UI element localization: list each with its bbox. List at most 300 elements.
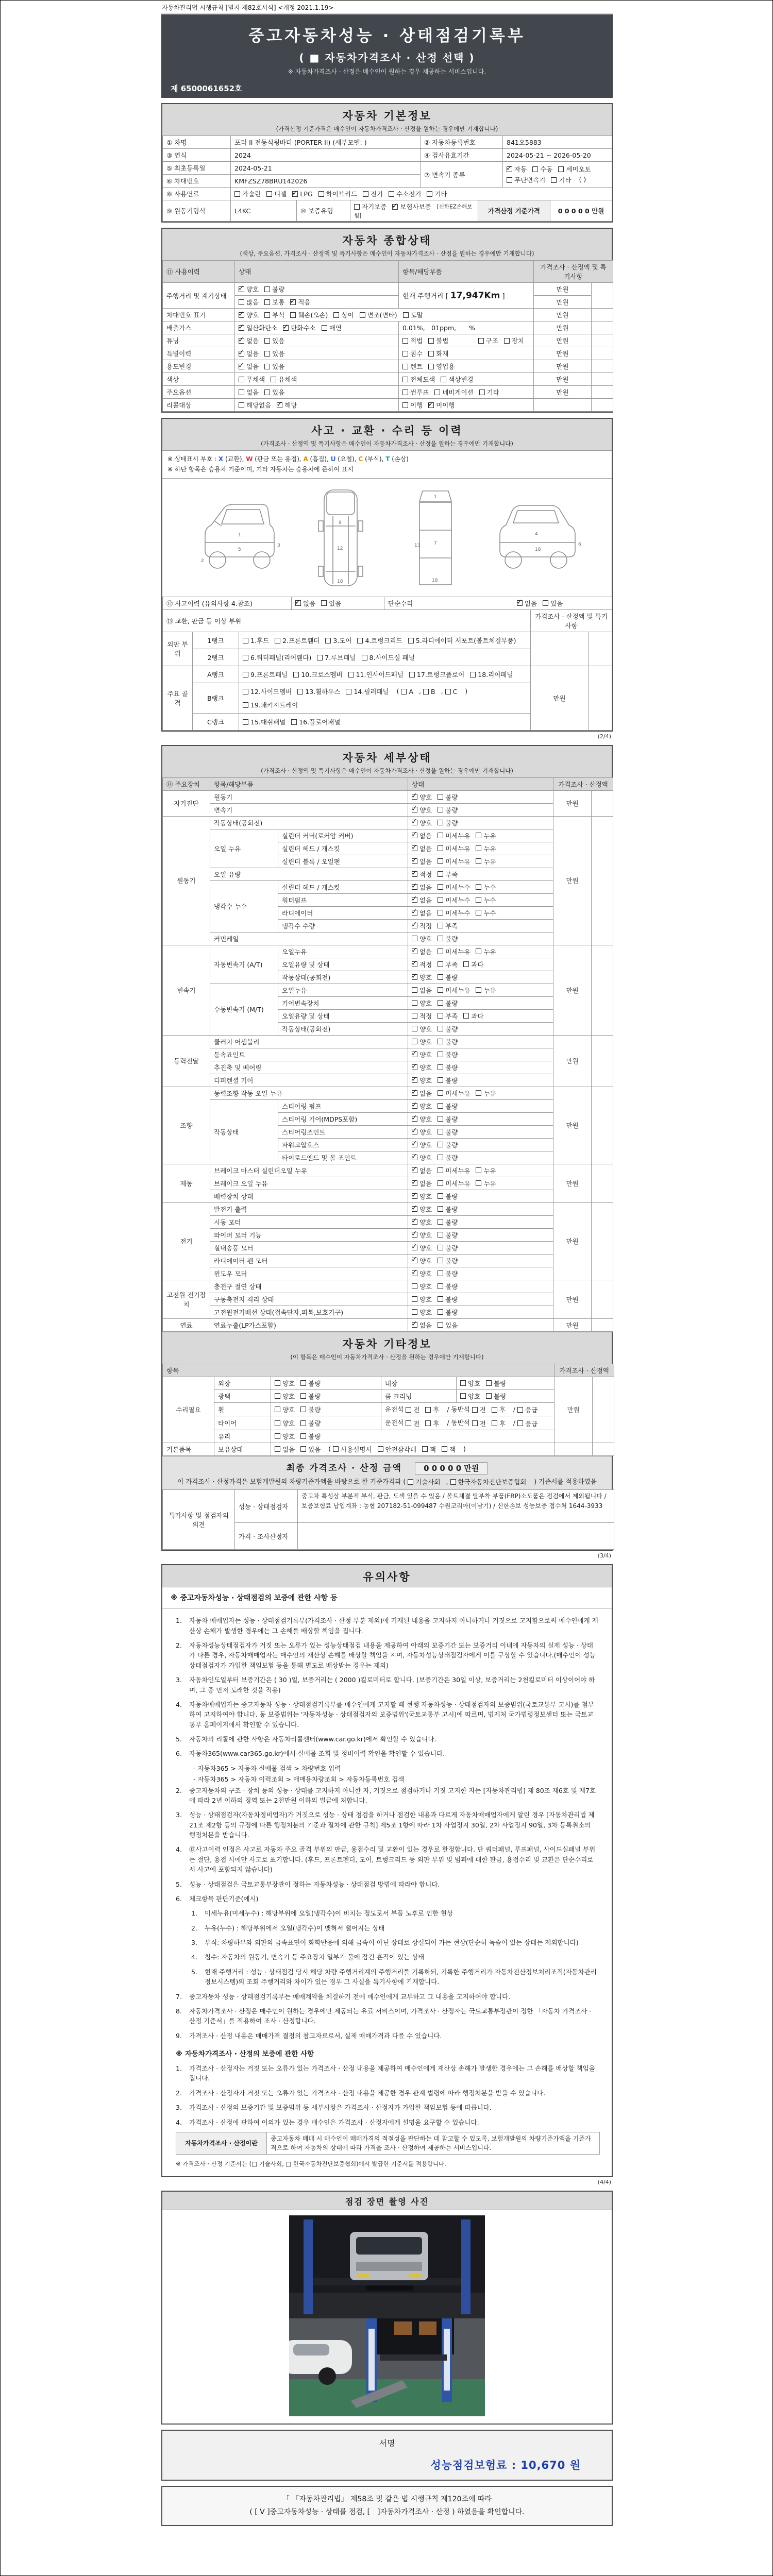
checkbox-부족[interactable]: 부족 (438, 921, 458, 930)
cell (271, 1389, 381, 1402)
car-top-chassis-diagram (301, 485, 378, 590)
cell (408, 829, 553, 842)
checkbox-양호[interactable]: ✓ 양호 (412, 818, 432, 827)
checkbox-없음[interactable]: ✓ 없음 (412, 831, 432, 840)
checkbox-부족[interactable]: 부족 (438, 960, 458, 969)
checkbox-양호[interactable]: 양호 (412, 1295, 432, 1304)
cell (235, 283, 399, 296)
checkbox-양호[interactable]: 양호 (275, 1405, 295, 1414)
checkbox-누수[interactable]: 누수 (476, 895, 496, 905)
checkbox-자동[interactable]: ✓ 자동 (507, 164, 527, 174)
checkbox-기타[interactable]: 기타 (479, 387, 499, 397)
cell (408, 1061, 553, 1074)
checkbox-불량[interactable]: 불량 (438, 1050, 458, 1059)
checkbox-불량[interactable]: 불량 (300, 1379, 321, 1388)
checkbox-매연[interactable]: 매연 (322, 323, 342, 332)
checkbox-많음[interactable]: 많음 (239, 297, 259, 307)
checkbox-9.프론트패널[interactable]: 9.프론트패널 (243, 668, 288, 681)
checkbox-세미오토[interactable]: 세미오토 (558, 164, 591, 174)
cell (408, 1074, 553, 1087)
checkbox-없음[interactable]: ✓ 없음 (517, 599, 537, 608)
checkbox-누유[interactable]: 누유 (476, 1179, 496, 1188)
notice-item: 1. 미세누유(미세누수) : 해당부위에 오일(냉각수)이 비치는 정도로서 부품 노후로 인한 현상 (191, 1909, 453, 1918)
checkbox-없음[interactable]: ✓ 없음 (412, 947, 432, 956)
checkbox-불량[interactable]: 불량 (438, 1114, 458, 1124)
checkbox-누유[interactable]: 누유 (476, 947, 496, 956)
checkbox-불량[interactable]: 불량 (438, 1230, 458, 1240)
checkbox-누유[interactable]: 누유 (476, 986, 496, 995)
checkbox-4.트렁크리드[interactable]: 4.트렁크리드 (357, 634, 402, 647)
cell (271, 1416, 381, 1430)
checkbox-누유[interactable]: 누유 (476, 857, 496, 866)
item-label: 연료누출(LP가스포함) (210, 1318, 408, 1331)
exchange-panel-table (162, 609, 612, 731)
table-row (163, 373, 613, 386)
checkbox-전[interactable]: 전 (406, 1405, 419, 1414)
checkbox-양호[interactable]: ✓ 양호 (412, 1076, 432, 1085)
footer-line-1: 「 「자동차관리법」 제58조 및 같은 법 시행규칙 제120조에 따라 (282, 2495, 492, 2503)
checkbox-불량[interactable]: 불량 (264, 284, 284, 294)
section-signature (161, 2430, 613, 2481)
checkbox-안전삼각대[interactable]: 안전삼각대 (378, 1445, 416, 1454)
checkbox-일산화탄소[interactable]: ✓ 일산화탄소 (239, 323, 277, 332)
checkbox-수소전기[interactable]: 수소전기 (389, 189, 421, 198)
price-cell: 만원 (531, 666, 589, 730)
checkbox-한국자동차진단보증협회[interactable]: 한국자동차진단보증협회 (450, 1477, 527, 1486)
checkbox-디젤[interactable]: 디젤 (266, 189, 287, 198)
section-heading: 자동차 세부상태 (342, 751, 432, 764)
checkbox-양호[interactable]: ✓ 양호 (412, 1205, 432, 1214)
field-label: 수리필요 (163, 1377, 214, 1443)
checkbox-누수[interactable]: 누수 (476, 883, 496, 892)
checkbox-불량[interactable]: 불량 (300, 1432, 321, 1441)
checkbox-사용설명서[interactable]: 사용설명서 (333, 1445, 372, 1454)
notice-item: 2. 중고자동차의 구조 · 장치 등의 성능 · 상태를 고지하지 아니한 자, 거짓으로 점검하거나 거짓 고지한 자는 [자동차관리법] 제 80조 제6호 및 제7호에 따라 2년 이하의 징역 또는 2천만원 이하의 벌금에 처합니다. (176, 1786, 596, 1804)
table-row (163, 1280, 613, 1293)
notice-item: 4. 침수: 자동차의 원동기, 변속기 등 주요장치 일부가 물에 잠긴 흔적이 있는 상태 (191, 1953, 425, 1961)
checkbox-불량[interactable]: 불량 (438, 1140, 458, 1149)
cell: ✓ 자동 수동 세미오토 무단변속기 기타 ( ) (503, 162, 612, 188)
checkbox-없음[interactable]: ✓ 없음 (239, 362, 259, 371)
notice-item: 2. 누유(누수) : 해당부위에서 오일(냉각수)이 맺혀서 떨어지는 상태 (191, 1924, 385, 1932)
cell (399, 373, 534, 386)
checkbox-불량[interactable]: 불량 (438, 1153, 458, 1162)
final-price-value: 0 0 0 0 0 만원 (415, 1462, 488, 1475)
checkbox-적음[interactable]: ✓ 적음 (290, 297, 310, 307)
checkbox-불량[interactable]: 불량 (438, 1282, 458, 1291)
checkbox-전기[interactable]: 전기 (363, 189, 383, 198)
checkbox-네비게이션[interactable]: 네비게이션 (434, 387, 473, 397)
checkbox-불량[interactable]: 불량 (438, 1308, 458, 1317)
checkbox-전[interactable]: 전 (406, 1419, 419, 1428)
cell (235, 334, 399, 347)
notice-item: 6. 체크항목 판단기준(예시) (176, 1894, 259, 1903)
checkbox-이행[interactable]: 이행 (402, 400, 423, 410)
table-row (163, 816, 613, 829)
checkbox-양호[interactable]: ✓ 양호 (239, 310, 259, 319)
checkbox-기타[interactable]: 기타 (551, 175, 571, 184)
section-subheading: (이 항목은 매수인이 자동차가격조사 · 산정을 원하는 경우에만 기재합니다) (290, 1353, 484, 1361)
checkbox-불량[interactable]: 불량 (438, 1243, 458, 1252)
field-value: 2024 (231, 149, 421, 162)
cell (408, 1177, 553, 1190)
checkbox-미세누유[interactable]: 미세누유 (438, 947, 470, 956)
checkbox-7.루브패널[interactable]: 7.루브패널 (317, 651, 356, 664)
checkbox-1.후드[interactable]: 1.후드 (243, 634, 269, 647)
checkbox-도말[interactable]: 도말 (403, 310, 423, 319)
checkbox-부족[interactable]: 부족 (438, 870, 458, 879)
checkbox-있음[interactable]: 있음 (543, 599, 563, 608)
checkbox-없음[interactable]: ✓ 없음 (412, 1179, 432, 1188)
checkbox-침수[interactable]: 침수 (402, 349, 423, 358)
checkbox-불량[interactable]: 불량 (300, 1392, 321, 1401)
cell (589, 632, 612, 666)
checkbox-없음[interactable]: 없음 (239, 387, 259, 397)
checkbox-6.쿼터패널(리어휀다)[interactable]: 6.쿼터패널(리어휀다) (243, 651, 311, 664)
checkbox-18.리어패널[interactable]: 18.리어패널 (470, 668, 513, 681)
checkbox-해당[interactable]: ✓ 해당 (277, 400, 297, 410)
checkbox-상이[interactable]: 상이 (333, 310, 354, 319)
checkbox-양호[interactable]: ✓ 양호 (412, 1114, 432, 1124)
checkbox-가솔린[interactable]: 가솔린 (234, 189, 261, 198)
item-label: 광택 (214, 1389, 271, 1402)
page-marker: (4/4) (597, 2178, 611, 2185)
checkbox-적법[interactable]: 적법 (402, 336, 423, 345)
checkbox-적정[interactable]: 적정 (412, 1011, 432, 1021)
price-cell: 만원 (534, 347, 592, 360)
checkbox-전[interactable]: 전 (472, 1419, 486, 1428)
checkbox-양호[interactable]: ✓ 양호 (412, 1063, 432, 1072)
checkbox-양호[interactable]: ✓ 양호 (412, 805, 432, 815)
checkbox-불량[interactable]: 불량 (438, 792, 458, 802)
checkbox-없음[interactable]: ✓ 없음 (412, 908, 432, 918)
checkbox-불량[interactable]: 불량 (438, 1101, 458, 1111)
checkbox-잭[interactable]: 잭 (442, 1445, 456, 1454)
cell (408, 945, 553, 958)
checkbox-있음[interactable]: 있음 (264, 387, 284, 397)
checkbox-A[interactable]: A (401, 685, 413, 698)
checkbox-양호[interactable]: ✓ 양호 (412, 1050, 432, 1059)
checkbox-있음[interactable]: 있음 (300, 1445, 321, 1454)
device-group-label: 전기 (163, 1202, 210, 1280)
checkbox-11.인사이드패널[interactable]: 11.인사이드패널 (348, 668, 404, 681)
checkbox-8.사이드실 패널[interactable]: 8.사이드실 패널 (362, 651, 415, 664)
price-cell (531, 632, 589, 666)
table-row (163, 149, 612, 162)
checkbox-양호[interactable]: 양호 (412, 1282, 432, 1291)
checkbox-불량[interactable]: 불량 (438, 973, 458, 982)
table-row (163, 399, 613, 412)
checkbox-있음[interactable]: 있음 (438, 1320, 458, 1330)
item-label: 기어변속장치 (278, 996, 408, 1009)
checkbox-양호[interactable]: 양호 (412, 1308, 432, 1317)
checkbox-없음[interactable]: ✓ 없음 (412, 857, 432, 866)
notice-item: 3. 자동차인도일부터 보증기간은 ( 30 )일, 보증거리는 ( 2000 )킬로미터로 합니다. (보증기간은 30일 이상, 보증거리는 2천킬로미터 이상이어야 하며, 그 중 먼저 도래한 것을 적용) (176, 1676, 595, 1694)
checkbox-없음[interactable]: ✓ 없음 (239, 349, 259, 358)
checkbox-없음[interactable]: 없음 (412, 986, 432, 995)
table-row (163, 1402, 614, 1416)
definition-text: 중고자동차 매매 시 매수인이 매매가격의 적절성을 판단하는 데 참고할 수 있도록, 보험개발원의 차량기준가액을 기준가격으로 하여 자동차의 상태에 따라 가격을 조사 · 산정하여 제공하는 서비스입니다. (267, 2132, 600, 2154)
checkbox-없음[interactable]: ✓ 없음 (412, 883, 432, 892)
checkbox-과다[interactable]: 과다 (463, 1011, 483, 1021)
checkbox-C[interactable]: C (445, 685, 458, 698)
checkbox-양호[interactable]: ✓ 양호 (412, 1256, 432, 1265)
checkbox-양호[interactable]: ✓ 양호 (239, 284, 259, 294)
checkbox-전[interactable]: 전 (472, 1405, 486, 1414)
checkbox-기타[interactable]: 기타 (427, 189, 447, 198)
checkbox-불량[interactable]: 불량 (300, 1418, 321, 1428)
checkbox-누유[interactable]: 누유 (476, 1166, 496, 1175)
checkbox-19.패키지트레이[interactable]: 19.패키지트레이 (243, 699, 298, 711)
checkbox-미세누유[interactable]: 미세누유 (438, 1166, 470, 1175)
checkbox-불량[interactable]: 불량 (438, 934, 458, 943)
checkbox-불량[interactable]: 불량 (438, 1024, 458, 1033)
checkbox-응급[interactable]: 응급 (517, 1419, 537, 1428)
checkbox-전체도색[interactable]: 전체도색 (402, 375, 435, 384)
item-label: 룸 크리닝 (381, 1389, 457, 1402)
checkbox-해당없음[interactable]: 해당없음 (239, 400, 271, 410)
checkbox-미세누유[interactable]: 미세누유 (438, 986, 470, 995)
checkbox-수동[interactable]: 수동 (532, 164, 552, 174)
checkbox-있음[interactable]: 있음 (264, 362, 284, 371)
checkbox-양호[interactable]: 양호 (275, 1432, 295, 1441)
checkbox-하이브리드[interactable]: 하이브리드 (318, 189, 357, 198)
checkbox-불량[interactable]: 불량 (438, 1217, 458, 1227)
checkbox-3.도어[interactable]: 3.도어 (325, 634, 351, 647)
checkbox-미세누유[interactable]: 미세누유 (438, 844, 470, 853)
checkbox-미세누유[interactable]: 미세누유 (438, 857, 470, 866)
checkbox-부족[interactable]: 부족 (438, 1011, 458, 1021)
table-row (176, 2132, 600, 2154)
checkbox-장치[interactable]: 장치 (504, 336, 524, 345)
checkbox-적정[interactable]: ✓ 적정 (412, 921, 432, 930)
checkbox-불량[interactable]: 불량 (438, 1037, 458, 1046)
car-front-quarter-diagram (186, 485, 283, 590)
cell (592, 283, 613, 309)
basic-info-table-2 (162, 200, 612, 222)
checkbox-LPG[interactable]: ✓ LPG (292, 190, 312, 198)
checkbox-응급[interactable]: 응급 (517, 1405, 537, 1414)
checkbox-10.크로스멤버[interactable]: 10.크로스멤버 (293, 668, 342, 681)
checkbox-잭[interactable]: 잭 (422, 1445, 436, 1454)
checkbox-12.사이드멤버[interactable]: 12.사이드멤버 (243, 685, 292, 698)
checkbox-자기보증[interactable]: 자기보증 (354, 202, 386, 211)
checkbox-양호[interactable]: ✓ 양호 (412, 1127, 432, 1137)
checkbox-양호[interactable]: ✓ 양호 (412, 1230, 432, 1240)
notice-subheading-1: ※ 중고자동차성능 · 상태점검의 보증에 관한 사항 등 (162, 1587, 612, 1608)
checkbox-불량[interactable]: 불량 (438, 1269, 458, 1278)
checkbox-렌트[interactable]: 렌트 (402, 362, 423, 371)
checkbox-없음[interactable]: ✓ 없음 (412, 1320, 432, 1330)
checkbox-미세누수[interactable]: 미세누수 (438, 908, 470, 918)
checkbox-누유[interactable]: 누유 (476, 831, 496, 840)
checkbox-썬루프[interactable]: 썬루프 (402, 387, 429, 397)
checkbox-양호[interactable]: ✓ 양호 (412, 1243, 432, 1252)
checkbox-후[interactable]: 후 (492, 1405, 506, 1414)
checkbox-양호[interactable]: 양호 (275, 1392, 295, 1401)
checkbox-17.트렁크플로어[interactable]: 17.트렁크플로어 (409, 668, 464, 681)
checkbox-양호[interactable]: ✓ 양호 (412, 1217, 432, 1227)
checkbox-미세누유[interactable]: 미세누유 (438, 831, 470, 840)
checkbox-누유[interactable]: 누유 (476, 1089, 496, 1098)
field-label: ⑧ 사용연료 (163, 188, 231, 200)
document-subtitle: ( ■ 자동차가격조사 · 산정 선택 ) (299, 52, 475, 64)
checkbox-변조(변타)[interactable]: 변조(변타) (360, 310, 397, 319)
checkbox-불량[interactable]: 불량 (438, 1063, 458, 1072)
checkbox-적정[interactable]: ✓ 적정 (412, 870, 432, 879)
status-code-C: C (358, 455, 363, 463)
checkbox-2.프론트휀더[interactable]: 2.프론트휀더 (275, 634, 320, 647)
item-label: 윈도우 모터 (210, 1267, 408, 1280)
checkbox-양호[interactable]: ✓ 양호 (412, 1101, 432, 1111)
cell: 없음 있음 ( 사용설명서 안전삼각대 잭 잭 ) (271, 1443, 554, 1455)
section-subheading: (가격산정 기준가격은 매수인이 자동차가격조사 · 산정을 원하는 경우에만 기재합니다) (276, 125, 498, 132)
checkbox-불량[interactable]: 불량 (438, 998, 458, 1008)
checkbox-13.휠하우스[interactable]: 13.휠하우스 (297, 685, 340, 698)
checkbox-양호[interactable]: 양호 (460, 1379, 480, 1388)
item-label: 작동상태(공회전) (278, 1022, 408, 1035)
checkbox-15.대쉬패널[interactable]: 15.대쉬패널 (243, 716, 285, 728)
checkbox-누수[interactable]: 누수 (476, 908, 496, 918)
checkbox-있음[interactable]: 있음 (264, 336, 284, 345)
checkbox-미세누유[interactable]: 미세누유 (438, 1089, 470, 1098)
table-row (163, 1228, 613, 1241)
notice-bullet: - 자동차365 > 자동차 실매물 검색 > 차량번호 입력 (193, 1764, 341, 1772)
checkbox-양호[interactable]: 양호 (460, 1392, 480, 1401)
checkbox-탄화수소[interactable]: ✓ 탄화수소 (283, 323, 315, 332)
checkbox-불량[interactable]: 불량 (438, 805, 458, 815)
item-label: 클러치 어셈블리 (210, 1035, 408, 1048)
cell (408, 1164, 553, 1177)
checkbox-양호[interactable]: ✓ 양호 (412, 1140, 432, 1149)
notice-bullet: - 자동차365 > 자동차 이력조회 > 매매용차량조회 > 자동차등록번호 검색 (193, 1775, 405, 1784)
page-marker: (3/4) (597, 1552, 611, 1560)
item-label: 실내송풍 모터 (210, 1241, 408, 1254)
checkbox-무단변속기[interactable]: 무단변속기 (507, 175, 545, 184)
checkbox-불량[interactable]: 불량 (438, 1205, 458, 1214)
svg-text:3: 3 (277, 543, 280, 548)
item-label: 구동축전지 격리 상태 (210, 1293, 408, 1306)
checkbox-없음[interactable]: ✓ 없음 (295, 599, 315, 608)
checkbox-과다[interactable]: 과다 (463, 960, 483, 969)
field-label: 특기사항 및 점검자의 의견 (163, 1490, 235, 1550)
checkbox-화재[interactable]: 화재 (428, 349, 448, 358)
checkbox-없음[interactable]: ✓ 없음 (412, 1089, 432, 1098)
checkbox-없음[interactable]: ✓ 없음 (412, 895, 432, 905)
checkbox-미이행[interactable]: ✓ 미이행 (428, 400, 455, 410)
checkbox-불량[interactable]: 불량 (438, 1295, 458, 1304)
checkbox-부식[interactable]: 부식 (264, 310, 284, 319)
checkbox-양호[interactable]: 양호 (412, 1024, 432, 1033)
checkbox-양호[interactable]: 양호 (275, 1418, 295, 1428)
checkbox-양호[interactable]: ✓ 양호 (412, 1269, 432, 1278)
checkbox-구조[interactable]: 구조 (478, 336, 498, 345)
cell (408, 1112, 553, 1125)
field-label: ② 자동차등록번호 (421, 136, 503, 149)
rank-label: A랭크 (193, 666, 239, 683)
checkbox-양호[interactable]: 양호 (412, 934, 432, 943)
checkbox-없음[interactable]: ✓ 없음 (239, 336, 259, 345)
checkbox-양호[interactable]: ✓ 양호 (412, 1153, 432, 1162)
checkbox-양호[interactable]: 양호 (412, 998, 432, 1008)
column-header: 항목/해당부품 (210, 777, 408, 790)
svg-text:13: 13 (414, 543, 421, 548)
checkbox-양호[interactable]: ✓ 양호 (412, 792, 432, 802)
checkbox-양호[interactable]: ✓ 양호 (412, 973, 432, 982)
checkbox-있음[interactable]: 있음 (321, 599, 341, 608)
checkbox-불량[interactable]: 불량 (438, 1192, 458, 1201)
field-label: 기본품목 (163, 1443, 214, 1455)
column-header: 가격조사 · 산정액 (553, 777, 613, 790)
checkbox-양호[interactable]: ✓ 양호 (412, 1192, 432, 1201)
checkbox-없음[interactable]: ✓ 없음 (412, 1166, 432, 1175)
checkbox-없음[interactable]: 없음 (275, 1445, 295, 1454)
checkbox-기술사회[interactable]: 기술사회 (408, 1477, 440, 1486)
checkbox-불량[interactable]: 불량 (438, 1076, 458, 1085)
status-code-U: U (330, 455, 336, 463)
checkbox-14.필러패널[interactable]: 14.필러패널 (346, 685, 389, 698)
checkbox-미세누유[interactable]: 미세누유 (438, 1179, 470, 1188)
checkbox-16.플로어패널[interactable]: 16.플로어패널 (291, 716, 340, 728)
checkbox-미세누수[interactable]: 미세누수 (438, 895, 470, 905)
checkbox-보험사보증[interactable]: ✓ 보험사보증 (392, 202, 431, 211)
table-row (163, 1293, 613, 1306)
checkbox-후[interactable]: 후 (492, 1419, 506, 1428)
checkbox-영업용[interactable]: 영업용 (428, 362, 455, 371)
section-subheading: (색상, 주요옵션, 가격조사 · 산정액 및 특기사항은 매수인이 자동차가격조사 · 산정을 원하는 경우에만 기재합니다) (240, 250, 534, 257)
item-label: 브레이크 오일 누유 (210, 1177, 408, 1190)
checkbox-있음[interactable]: 있음 (264, 349, 284, 358)
checkbox-양호[interactable]: 양호 (275, 1379, 295, 1388)
checkbox-불법[interactable]: 불법 (428, 336, 448, 345)
cell (408, 1306, 553, 1318)
rank-label: C랭크 (193, 713, 239, 730)
checkbox-무채색[interactable]: 무채색 (239, 375, 265, 384)
checkbox-후[interactable]: 후 (425, 1405, 439, 1414)
item-label: 동력조향 작동 오일 누유 (210, 1087, 408, 1099)
table-row (163, 1490, 614, 1523)
cell (592, 386, 613, 399)
checkbox-B[interactable]: B (423, 685, 435, 698)
item-label: 등속죠인트 (210, 1048, 408, 1061)
checkbox-불량[interactable]: 불량 (300, 1405, 321, 1414)
table-row (163, 1443, 614, 1455)
checkbox-불량[interactable]: 불량 (438, 818, 458, 827)
checkbox-누유[interactable]: 누유 (476, 844, 496, 853)
section-accident-history (161, 418, 613, 732)
field-label: ④ 검사유효기간 (421, 149, 503, 162)
checkbox-미세누수[interactable]: 미세누수 (438, 883, 470, 892)
price-cell: 만원 (553, 1035, 592, 1087)
cell: 12.사이드멤버 13.휠하우스 14.필러패널 ( A , B , C ) 19.패키지트레이 (239, 683, 531, 713)
notice-footnote: ※ 가격조사 · 산정 기준서는 (□ 기술사회, □ 한국자동차진단보증협회)에서 발급한 기준서를 적용합니다. (176, 2160, 446, 2167)
cell: 자기보증 ✓ 보험사보증 [신한EZ손해보험] (350, 200, 478, 222)
checkbox-후[interactable]: 후 (425, 1419, 439, 1428)
checkbox-양호[interactable]: 양호 (412, 1037, 432, 1046)
field-label: ⑥ 차대번호 (163, 175, 231, 188)
checkbox-색상변경[interactable]: 색상변경 (441, 375, 473, 384)
checkbox-훼손(오손)[interactable]: 훼손(오손) (290, 310, 328, 319)
checkbox-없음[interactable]: ✓ 없음 (412, 844, 432, 853)
checkbox-불량[interactable]: 불량 (486, 1379, 506, 1388)
checkbox-유채색[interactable]: 유채색 (271, 375, 297, 384)
checkbox-불량[interactable]: 불량 (438, 1127, 458, 1137)
checkbox-불량[interactable]: 불량 (438, 1256, 458, 1265)
checkbox-적정[interactable]: ✓ 적정 (412, 960, 432, 969)
checkbox-5.라디에이터 서포트(볼트체결부품)[interactable]: 5.라디에이터 서포트(볼트체결부품) (408, 634, 516, 647)
checkbox-보통[interactable]: 보통 (264, 297, 284, 307)
checkbox-불량[interactable]: 불량 (486, 1392, 506, 1401)
